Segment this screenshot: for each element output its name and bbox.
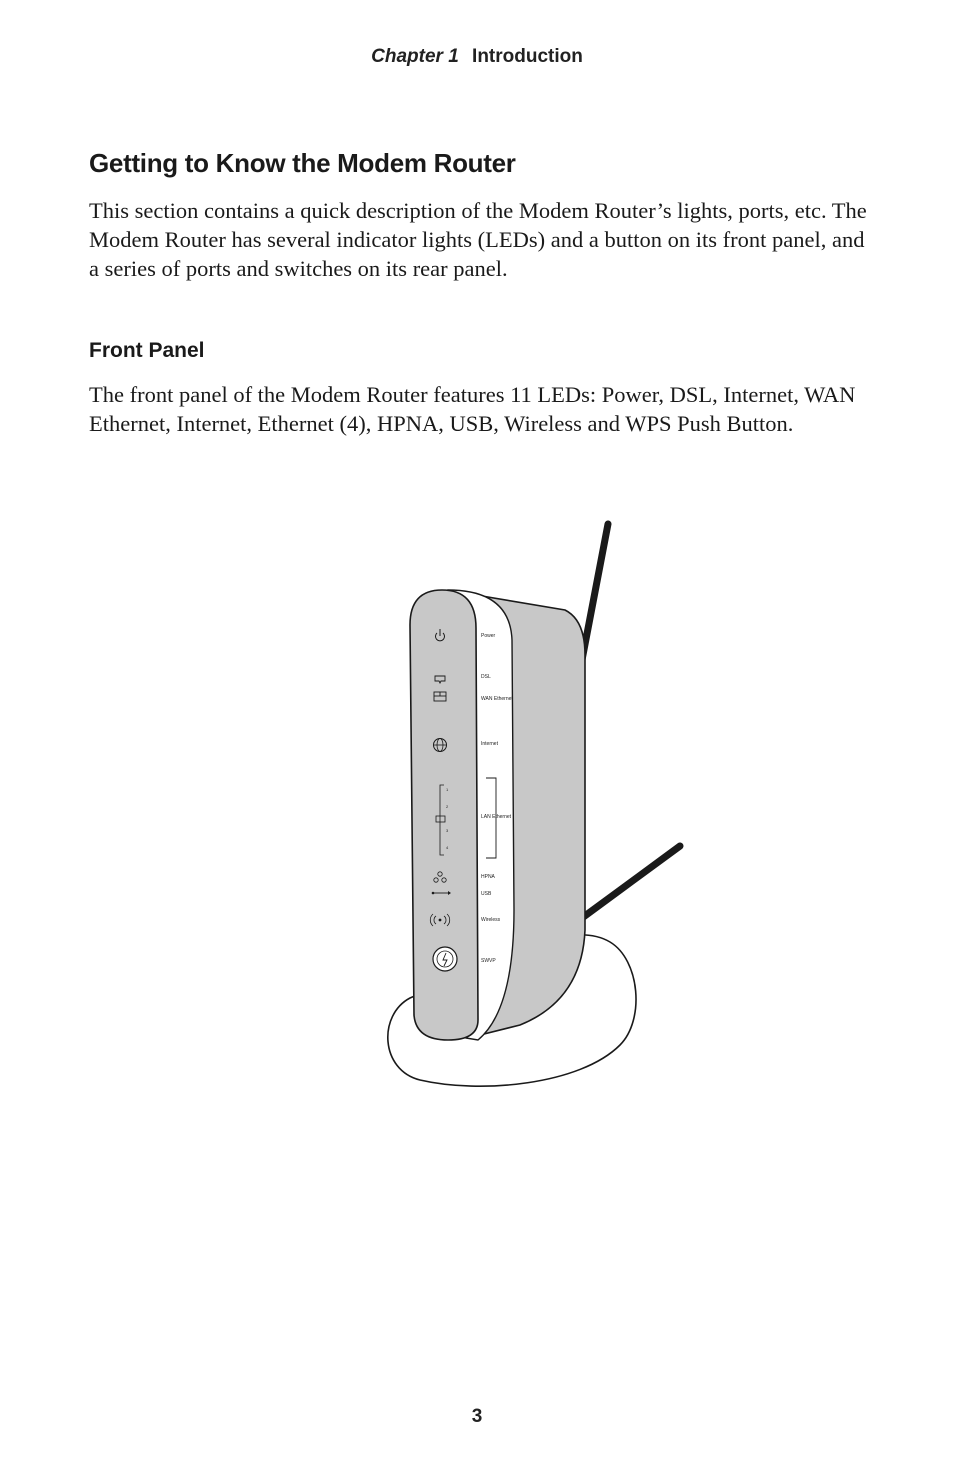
page-number: 3 [471,1406,483,1427]
port-number: 4 [446,845,449,850]
port-number: 3 [446,828,449,833]
port-number: 1 [446,787,449,792]
label-internet: Internet [481,741,498,747]
modem-router-illustration [370,510,700,1100]
chapter-label: Chapter 1 [371,46,459,67]
front-panel-paragraph: The front panel of the Modem Router features 11 LEDs: Power, DSL, Internet, WAN Ethernet, Internet, Ethernet (4), HPNA, USB, Wireless and WPS Push Button. [89,382,856,436]
label-hpna: HPNA [481,874,495,880]
label-wps: SWVP [481,958,496,964]
antenna-side [582,846,680,918]
label-power: Power [481,633,496,639]
running-head [0,46,954,68]
chapter-title: Introduction [472,46,583,67]
label-wireless: Wireless [481,917,501,923]
modem-router-drawing [370,510,700,1100]
label-wan-ethernet: WAN Ethernet [481,696,513,702]
wps-button-icon [433,947,457,971]
port-number: 2 [446,804,449,809]
label-usb: USB [481,891,492,897]
router-front-face [410,590,478,1040]
label-dsl: DSL [481,674,491,680]
label-lan-ethernet: LAN Ethernet [481,814,512,820]
front-panel-heading: Front Panel [89,339,205,362]
section-title: Getting to Know the Modem Router [89,148,516,178]
antenna-top [582,524,608,660]
section-intro-paragraph: This section contains a quick description of the Modem Router’s lights, ports, etc. The Modem Router has several indicator lights (LEDs) and a button on its front panel, and a series of ports and switches on its rear panel. [89,198,867,281]
